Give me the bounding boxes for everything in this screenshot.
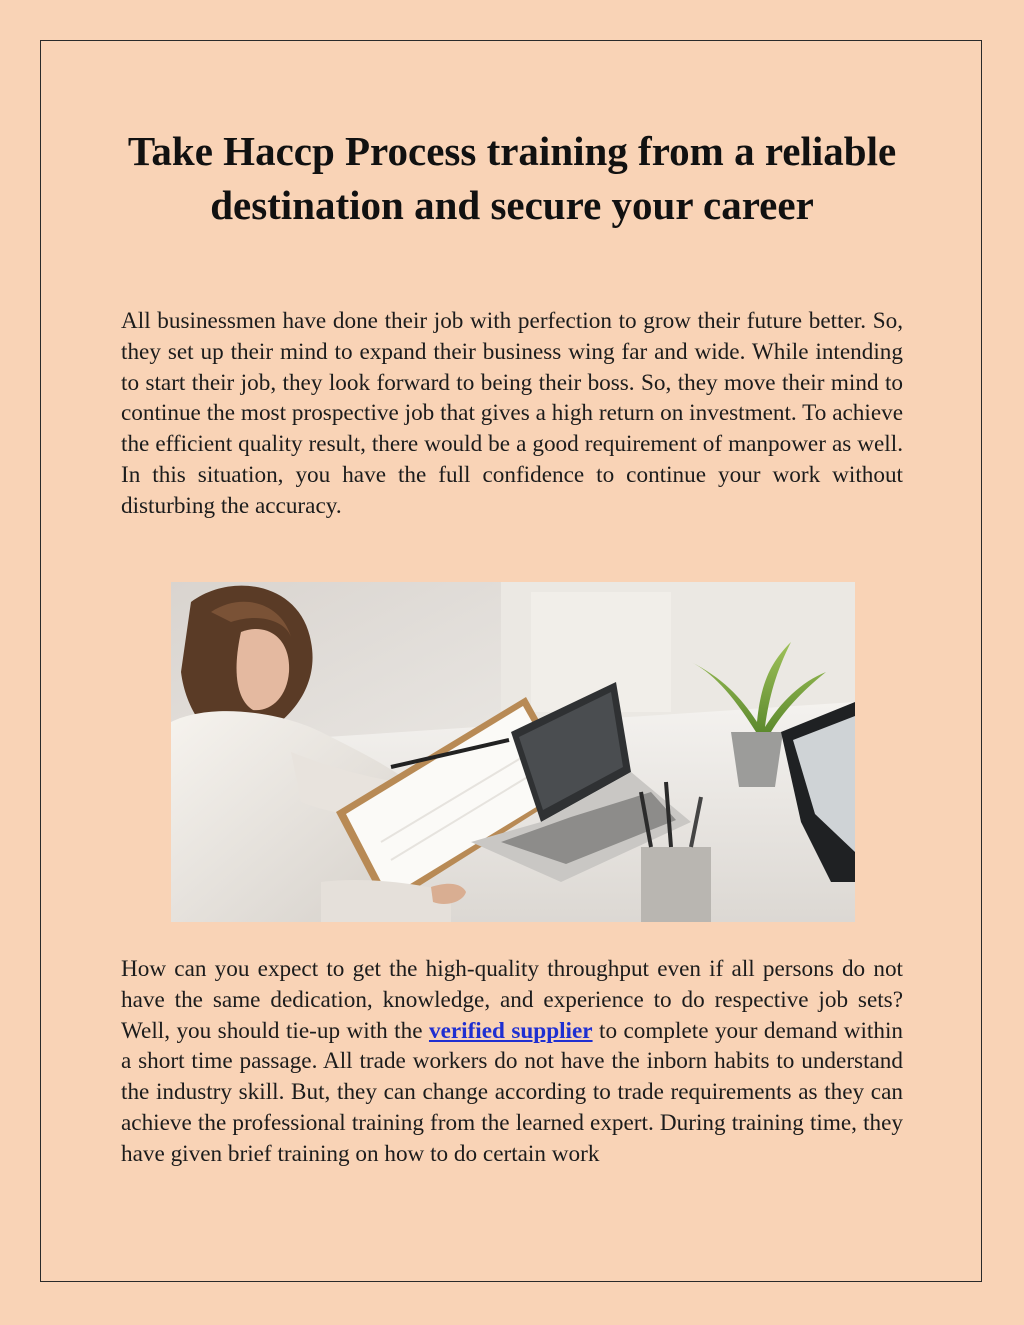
- paragraph-body-start: How can you expect to get the high-quality throughput even if all persons do not have the same dedication, knowledge, and experience to do respective job sets? Well, you should tie-up with the: [121, 956, 903, 1044]
- office-desk-photo: [171, 582, 855, 922]
- paragraph-body: [121, 954, 903, 1170]
- verified-supplier-link[interactable]: verified supplier: [428, 1017, 593, 1044]
- paragraph-body-end: to complete your demand within a short time passage. All trade workers do not have the inborn habits to understand the industry skill. But, they can change according to trade requirements as they can achieve the professional training from the learned expert. During training time, they have given brief training on how to do certain work: [121, 1017, 904, 1167]
- document-title: Take Haccp Process training from a reliable destination and secure your career: [127, 128, 897, 228]
- paragraph-intro: All businessmen have done their job with perfection to grow their future better. So, they set up their mind to expand their business wing far and wide. While intending to start their job, they look forward to being their boss. So, they move their mind to continue the most prospective job that gives a high return on investment. To achieve the efficient quality result, there would be a good requirement of manpower as well. In this situation, you have the full confidence to continue your work without disturbing the accuracy.: [121, 308, 903, 519]
